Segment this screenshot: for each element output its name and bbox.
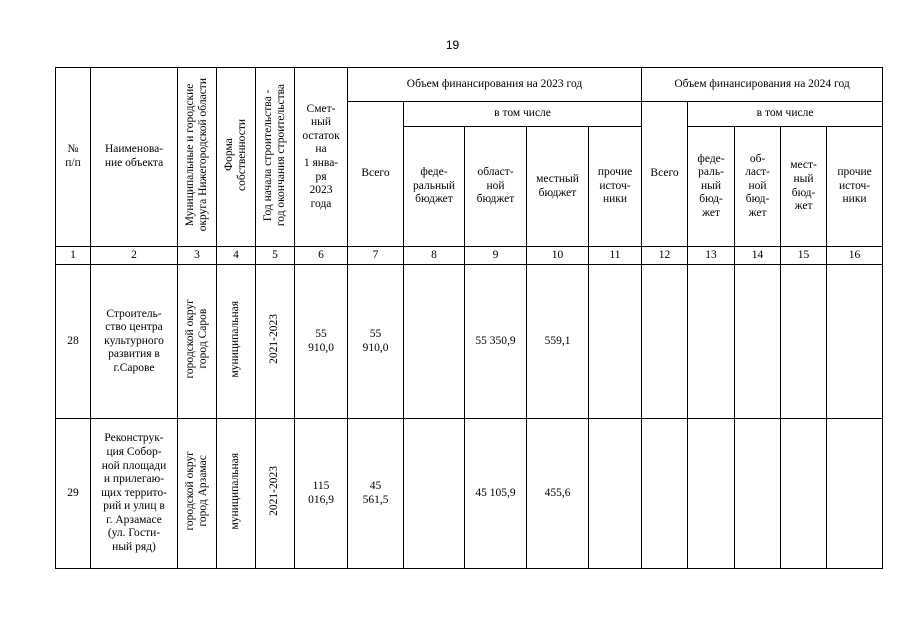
obl-2023: 55 350,9 [465, 265, 527, 419]
table-row [56, 419, 883, 569]
column-number: 14 [735, 247, 781, 265]
column-number: 2 [91, 247, 178, 265]
column-number: 9 [465, 247, 527, 265]
column-number: 16 [827, 247, 883, 265]
mest-2024 [781, 419, 827, 569]
header-fed-2024: феде- раль- ный бюд- жет [688, 127, 735, 247]
ownership: муниципальная [229, 300, 242, 378]
column-number: 11 [589, 247, 642, 265]
column-number: 4 [217, 247, 256, 265]
fed-2024 [688, 265, 735, 419]
total-2024 [642, 265, 688, 419]
ownership-cell [217, 265, 256, 419]
header-incl-2024: в том числе [688, 102, 883, 127]
district: городской округ город Саров [183, 299, 209, 379]
mest-2024 [781, 265, 827, 419]
header-col-num: № п/п [56, 68, 91, 247]
header-proch-2023: прочие источ- ники [589, 127, 642, 247]
column-number: 10 [527, 247, 589, 265]
proch-2023 [589, 265, 642, 419]
column-number: 8 [404, 247, 465, 265]
header-total-2024: Всего [642, 102, 688, 247]
ownership: муниципальная [229, 452, 242, 530]
proch-2024 [827, 419, 883, 569]
header-fed-2023: феде- ральный бюджет [404, 127, 465, 247]
remainder: 115 016,9 [295, 419, 348, 569]
total-2024 [642, 419, 688, 569]
column-number: 13 [688, 247, 735, 265]
ownership-cell [217, 419, 256, 569]
header-obl-2023: област- ной бюджет [465, 127, 527, 247]
remainder: 55 910,0 [295, 265, 348, 419]
years: 2021-2023 [268, 466, 281, 517]
header-col-ownership-cell [217, 68, 256, 247]
header-total-2023: Всего [348, 102, 404, 247]
obl-2024 [735, 265, 781, 419]
mest-2023: 455,6 [527, 419, 589, 569]
proch-2024 [827, 265, 883, 419]
obl-2023: 45 105,9 [465, 419, 527, 569]
object-name: Реконструк- ция Собор- ной площади и прилегаю- щих террито- рий и улиц в г. Арзамасе (ул. Гости- ный ряд) [91, 419, 178, 569]
column-number: 12 [642, 247, 688, 265]
fed-2024 [688, 419, 735, 569]
column-number: 5 [256, 247, 295, 265]
row-number: 29 [56, 419, 91, 569]
years-cell [256, 265, 295, 419]
years: 2021-2023 [268, 314, 281, 365]
page-number: 19 [445, 38, 460, 52]
total-2023: 55 910,0 [348, 265, 404, 419]
header-col-years: Год начала строительства - год окончания строительства [261, 83, 287, 226]
district: городской округ город Арзамас [183, 451, 209, 531]
district-cell [178, 265, 217, 419]
financing-table [55, 67, 883, 569]
header-col-remainder: Смет- ный остаток на 1 янва- ря 2023 года [295, 68, 348, 247]
header-col-years-cell [256, 68, 295, 247]
header-group-2024: Объем финансирования на 2024 год [642, 68, 883, 102]
row-number: 28 [56, 265, 91, 419]
column-number: 15 [781, 247, 827, 265]
fed-2023 [404, 265, 465, 419]
district-cell [178, 419, 217, 569]
header-incl-2023: в том числе [404, 102, 642, 127]
mest-2023: 559,1 [527, 265, 589, 419]
column-number: 1 [56, 247, 91, 265]
column-number: 3 [178, 247, 217, 265]
header-col-district: Муниципальные и городские округа Нижегородской области [183, 78, 209, 232]
column-number: 7 [348, 247, 404, 265]
proch-2023 [589, 419, 642, 569]
header-proch-2024: прочие источ- ники [827, 127, 883, 247]
total-2023: 45 561,5 [348, 419, 404, 569]
header-group-2023: Объем финансирования на 2023 год [348, 68, 642, 102]
fed-2023 [404, 419, 465, 569]
column-number: 6 [295, 247, 348, 265]
header-mest-2023: местный бюджет [527, 127, 589, 247]
header-row-1 [56, 68, 883, 102]
obl-2024 [735, 419, 781, 569]
header-col-name: Наименова- ние объекта [91, 68, 178, 247]
header-obl-2024: об- ласт- ной бюд- жет [735, 127, 781, 247]
header-mest-2024: мест- ный бюд- жет [781, 127, 827, 247]
header-col-ownership: Форма собственности [222, 118, 248, 191]
years-cell [256, 419, 295, 569]
column-numbers-row [56, 247, 883, 265]
object-name: Строитель- ство центра культурного развития в г.Сарове [91, 265, 178, 419]
table-row [56, 265, 883, 419]
header-col-district-cell [178, 68, 217, 247]
